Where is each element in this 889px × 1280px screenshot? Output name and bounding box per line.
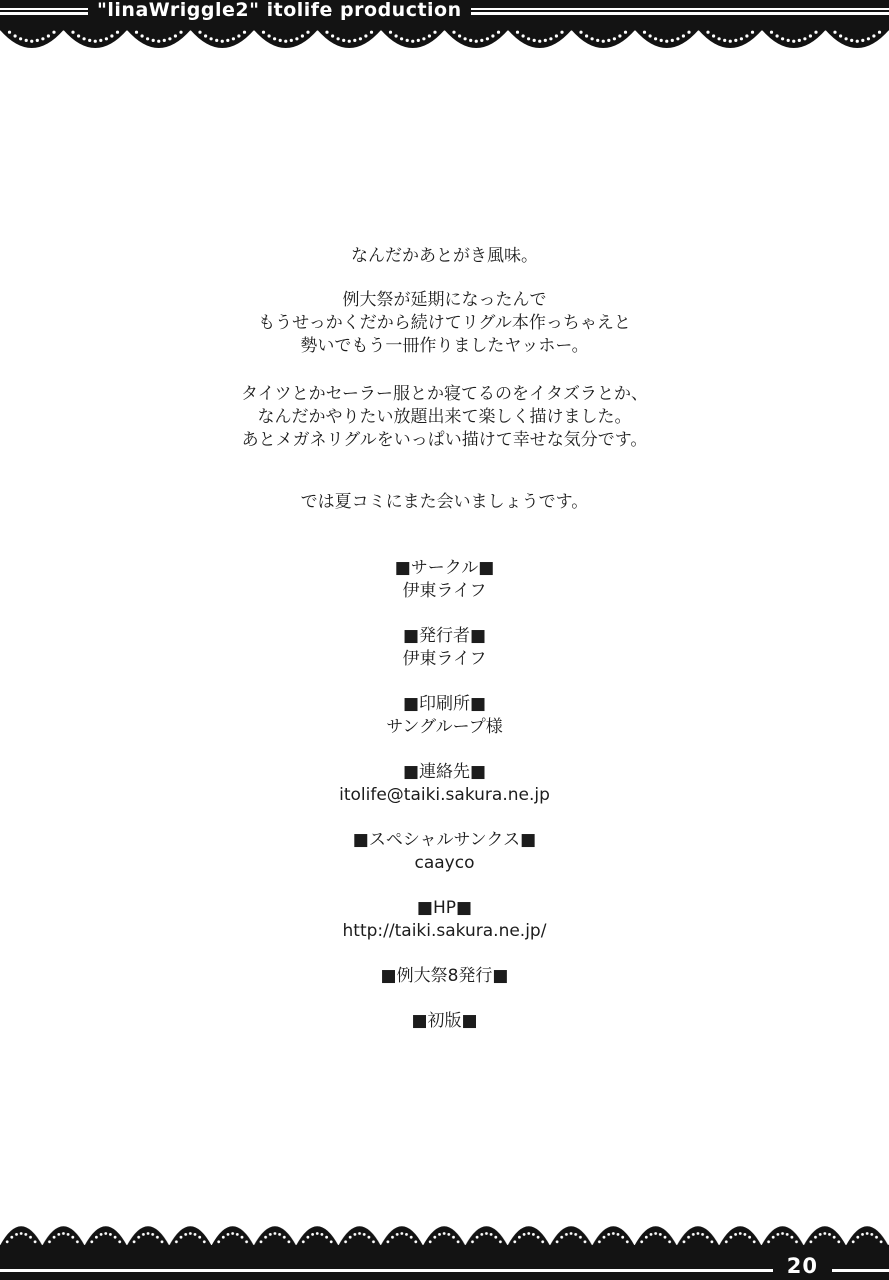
credit-label: ■発行者■ — [402, 626, 487, 646]
credit-label: ■例大祭8発行■ — [380, 966, 509, 986]
credit-printer — [0, 693, 889, 739]
credit-value: サングループ様 — [386, 717, 503, 737]
credit-publisher — [0, 625, 889, 671]
credit-email: itolife@taiki.sakura.ne.jp — [339, 785, 550, 805]
credit-value: 伊東ライフ — [402, 649, 487, 669]
footer-rule-left — [0, 1269, 773, 1272]
credit-contact — [0, 761, 889, 807]
credit-special-thanks — [0, 829, 889, 875]
afterword-line: あとメガネリグルをいっぱい描けて幸せな気分です。 — [241, 430, 648, 450]
credit-label: ■初版■ — [411, 1011, 478, 1031]
afterword-line: なんだかやりたい放題出来て楽しく描けました。 — [257, 407, 632, 427]
afterword-paragraph — [0, 358, 889, 452]
lace-border-bottom — [0, 1218, 889, 1280]
credits-list — [0, 514, 889, 1033]
afterword-line: 勢いでもう一冊作りましたヤッホー。 — [300, 336, 589, 356]
afterword-line: 例大祭が延期になったんで — [342, 290, 547, 310]
afterword-line: もうせっかくだから続けてリグル本作っちゃえと — [258, 313, 631, 333]
afterword-line: では夏コミにまた会いましょうです。 — [300, 492, 589, 512]
page-number: 20 — [786, 1254, 818, 1278]
credit-first-printing — [0, 1010, 889, 1033]
header-title: "linaWriggle2" itolife production — [97, 0, 462, 21]
footer-bar — [0, 1256, 889, 1277]
credit-label: ■連絡先■ — [402, 762, 487, 782]
afterword-paragraph — [0, 0, 889, 268]
credit-label: ■HP■ — [416, 898, 473, 918]
afterword-line: なんだかあとがき風味。 — [351, 246, 538, 266]
credit-label: ■サークル■ — [394, 558, 495, 578]
credit-event-edition — [0, 965, 889, 988]
credit-homepage — [0, 897, 889, 943]
credit-circle — [0, 557, 889, 603]
credit-label: ■スペシャルサンクス■ — [352, 830, 537, 850]
afterword-paragraph — [0, 268, 889, 358]
afterword-paragraph — [0, 452, 889, 514]
afterword-line: タイツとかセーラー服とか寝てるのをイタズラとか、 — [241, 384, 648, 404]
credit-value: caayco — [414, 853, 475, 873]
footer-rule-right — [832, 1269, 889, 1272]
credit-url: http://taiki.sakura.ne.jp/ — [342, 921, 547, 941]
credit-label: ■印刷所■ — [402, 694, 487, 714]
credit-value: 伊東ライフ — [402, 581, 487, 601]
